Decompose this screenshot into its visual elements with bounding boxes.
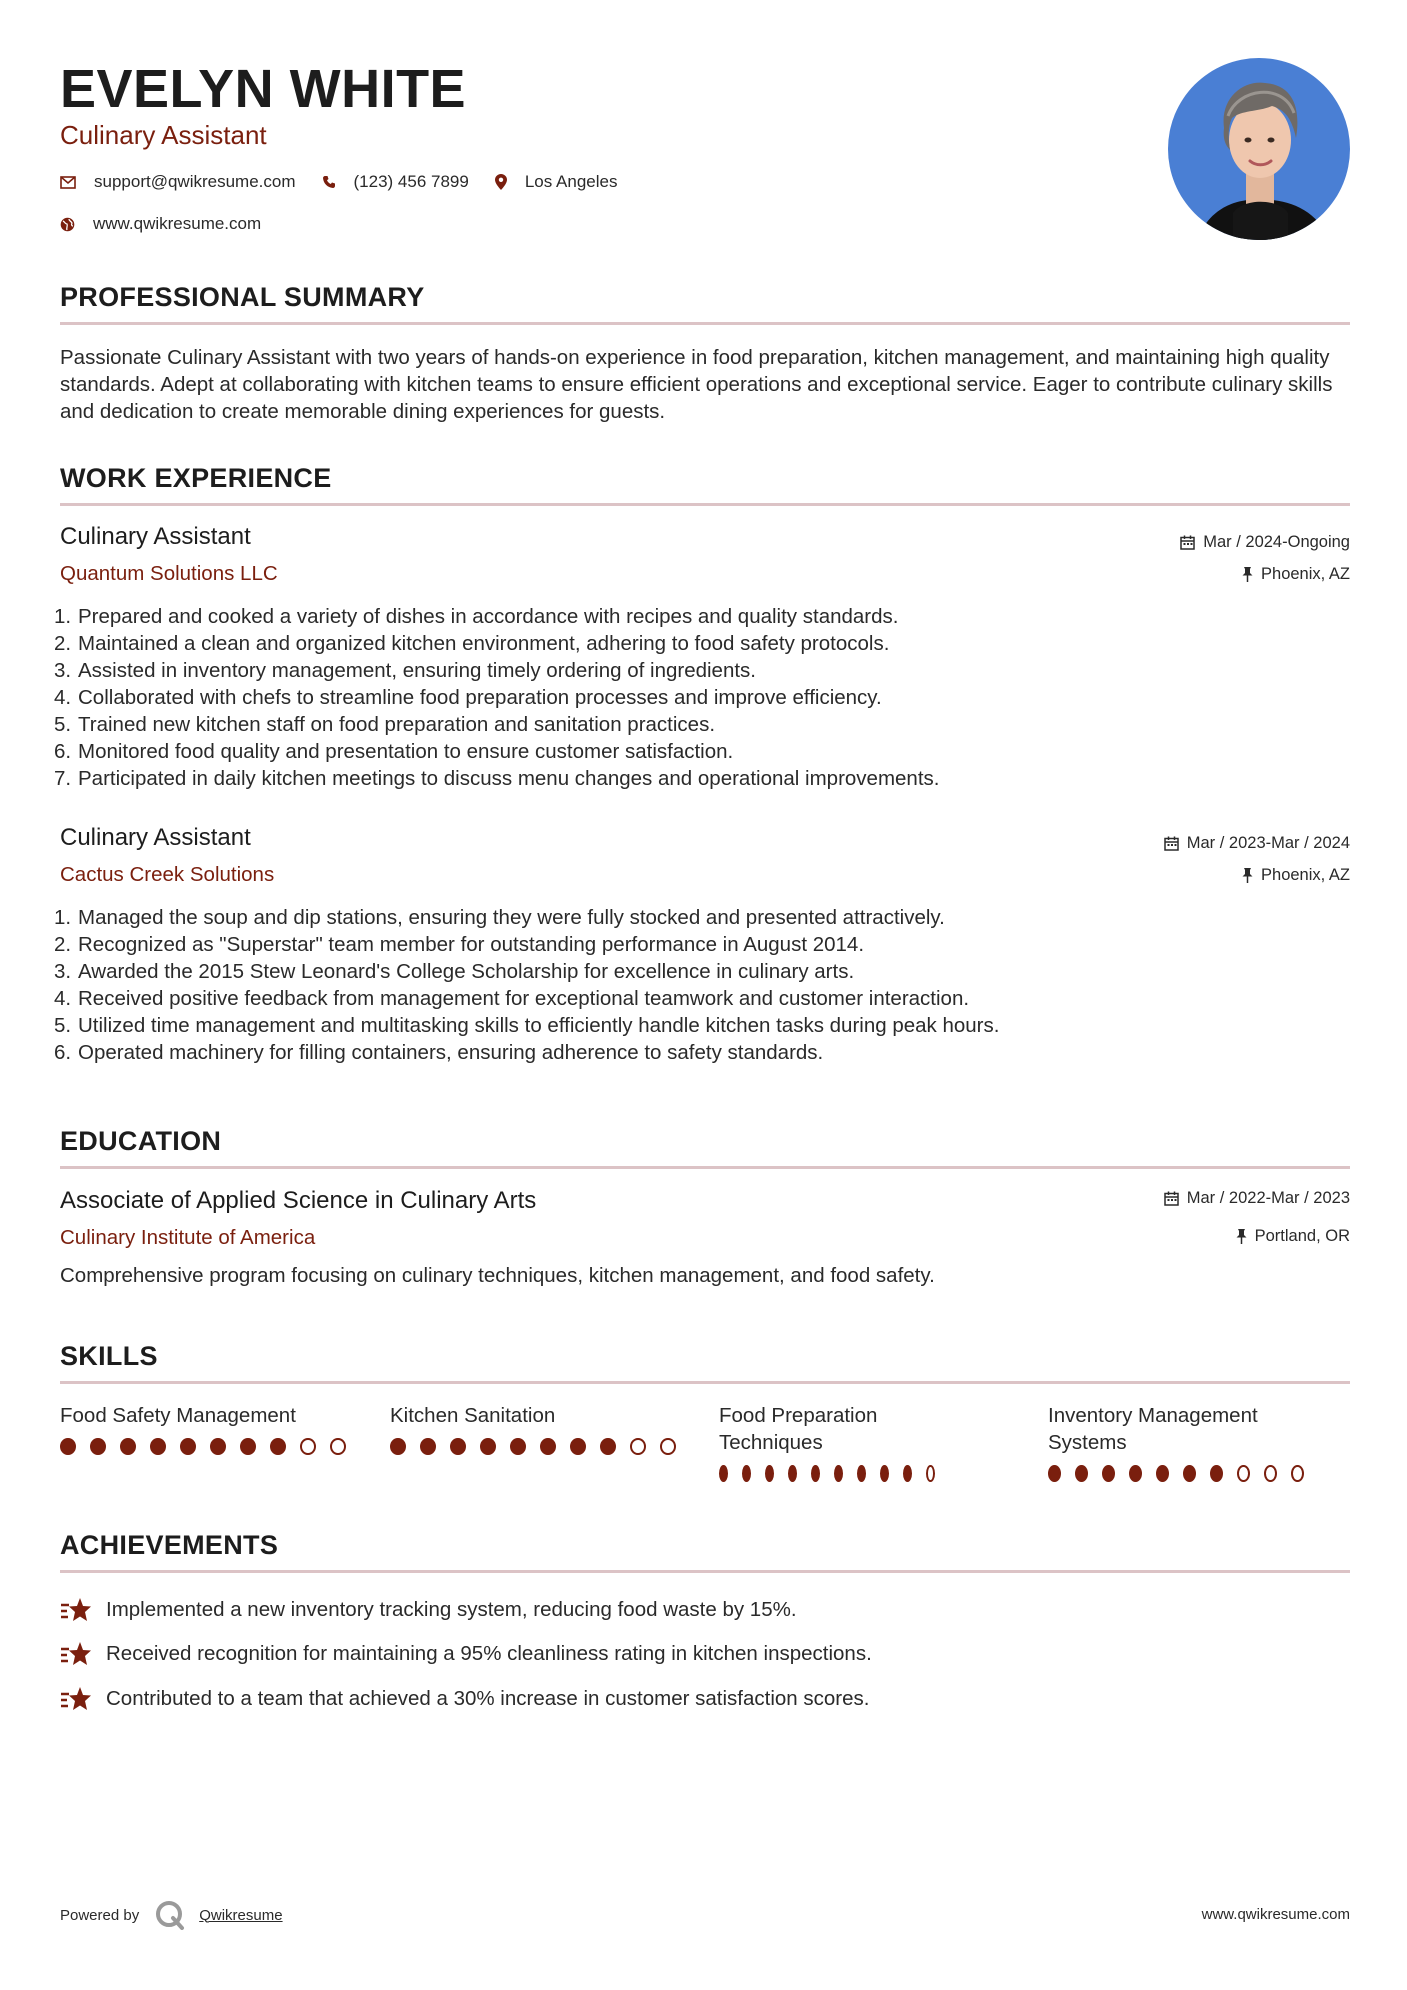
email-text: support@qwikresume.com xyxy=(94,172,296,191)
skill-rating xyxy=(390,1438,690,1455)
website-text: www.qwikresume.com xyxy=(93,214,262,233)
bullet-text: Prepared and cooked a variety of dishes in accordance with recipes and quality standards. xyxy=(78,605,899,628)
job-bullet xyxy=(54,630,1344,657)
contact-website[interactable] xyxy=(60,214,261,234)
job-bullet xyxy=(54,657,1344,684)
divider xyxy=(60,322,1350,325)
rating-dot-empty xyxy=(1264,1465,1277,1482)
achievement-item xyxy=(60,1597,797,1623)
education-location-text: Portland, OR xyxy=(1254,1227,1350,1245)
bullet-text: Assisted in inventory management, ensuring timely ordering of ingredients. xyxy=(78,659,756,682)
envelope-icon xyxy=(60,176,76,189)
skill-rating xyxy=(1048,1465,1318,1482)
bullet-number: 6. xyxy=(54,1041,72,1064)
divider xyxy=(60,503,1350,506)
candidate-role: Culinary Assistant xyxy=(60,120,267,150)
rating-dot-filled xyxy=(210,1438,226,1455)
star-award-icon xyxy=(60,1641,92,1667)
bullet-number: 1. xyxy=(54,605,72,628)
bullet-text: Maintained a clean and organized kitchen environment, adhering to food safety protocols. xyxy=(78,632,890,655)
bullet-number: 3. xyxy=(54,960,72,983)
rating-dot-filled xyxy=(719,1465,728,1482)
summary-text: Passionate Culinary Assistant with two years of hands-on experience in food preparation, kitchen management, and maintaining high quality standards. Adept at collaborating with kitchen teams to ensure efficient operations and exceptional service. Eager to contribute culinary skills and dedication to create memorable dining experiences for guests. xyxy=(60,346,1333,423)
bullet-number: 2. xyxy=(54,632,72,655)
rating-dot-filled xyxy=(1102,1465,1115,1482)
candidate-name: EVELYN WHITE xyxy=(60,59,467,119)
job-bullet xyxy=(54,1039,1344,1066)
rating-dot-empty xyxy=(1291,1465,1304,1482)
job-dates-text: Mar / 2023-Mar / 2024 xyxy=(1186,834,1350,852)
achievement-item xyxy=(60,1641,872,1667)
job-bullet xyxy=(54,684,1344,711)
rating-dot-filled xyxy=(1210,1465,1223,1482)
divider xyxy=(60,1166,1350,1169)
job-bullet-list xyxy=(54,904,1344,1066)
bullet-text: Received positive feedback from management for exceptional teamwork and customer interaction. xyxy=(78,987,970,1010)
contact-row-secondary xyxy=(60,214,287,234)
qwikresume-link[interactable]: Qwikresume xyxy=(199,1906,283,1924)
rating-dot-filled xyxy=(480,1438,496,1455)
education-location xyxy=(1236,1227,1350,1246)
rating-dot-filled xyxy=(765,1465,774,1482)
location-text: Los Angeles xyxy=(524,172,618,191)
rating-dot-empty xyxy=(300,1438,316,1455)
profile-photo xyxy=(1168,58,1350,240)
education-dates-text: Mar / 2022-Mar / 2023 xyxy=(1186,1189,1350,1207)
rating-dot-filled xyxy=(270,1438,286,1455)
bullet-text: Managed the soup and dip stations, ensuring they were fully stocked and presented attractively. xyxy=(78,906,945,929)
rating-dot-empty xyxy=(660,1438,676,1455)
bullet-text: Trained new kitchen staff on food preparation and sanitation practices. xyxy=(78,713,716,736)
section-title-experience: WORK EXPERIENCE xyxy=(60,463,332,493)
bullet-number: 6. xyxy=(54,740,72,763)
rating-dot-filled xyxy=(420,1438,436,1455)
job-bullet xyxy=(54,603,1344,630)
skill-label: Food Preparation Techniques xyxy=(719,1404,878,1454)
rating-dot-filled xyxy=(1075,1465,1088,1482)
skill-rating xyxy=(60,1438,360,1455)
rating-dot-filled xyxy=(903,1465,912,1482)
rating-dot-filled xyxy=(120,1438,136,1455)
bullet-number: 5. xyxy=(54,713,72,736)
star-award-icon xyxy=(60,1686,92,1712)
divider xyxy=(60,1570,1350,1573)
contact-row-primary xyxy=(60,172,643,192)
section-title-skills: SKILLS xyxy=(60,1341,158,1371)
job-company: Cactus Creek Solutions xyxy=(60,863,275,886)
rating-dot-filled xyxy=(240,1438,256,1455)
degree-title: Associate of Applied Science in Culinary Arts xyxy=(60,1187,537,1214)
rating-dot-filled xyxy=(600,1438,616,1455)
rating-dot-filled xyxy=(880,1465,889,1482)
rating-dot-filled xyxy=(857,1465,866,1482)
rating-dot-filled xyxy=(540,1438,556,1455)
rating-dot-filled xyxy=(510,1438,526,1455)
map-pin-icon xyxy=(495,174,507,190)
divider xyxy=(60,1381,1350,1384)
job-dates-text: Mar / 2024-Ongoing xyxy=(1203,533,1350,551)
bullet-text: Participated in daily kitchen meetings to discuss menu changes and operational improvements. xyxy=(78,767,940,790)
rating-dot-filled xyxy=(1129,1465,1142,1482)
rating-dot-filled xyxy=(390,1438,406,1455)
job-title: Culinary Assistant xyxy=(60,523,251,550)
section-title-achievements: ACHIEVEMENTS xyxy=(60,1530,279,1560)
skill-label: Food Safety Management xyxy=(60,1404,296,1427)
skill-label: Inventory Management Systems xyxy=(1048,1404,1258,1454)
section-title-summary: PROFESSIONAL SUMMARY xyxy=(60,282,425,312)
pushpin-icon xyxy=(1236,1229,1247,1244)
school-name: Culinary Institute of America xyxy=(60,1226,316,1249)
job-bullet xyxy=(54,904,1344,931)
bullet-number: 3. xyxy=(54,659,72,682)
rating-dot-empty xyxy=(926,1465,935,1482)
globe-icon xyxy=(60,217,75,232)
rating-dot-filled xyxy=(834,1465,843,1482)
education-dates xyxy=(1164,1189,1350,1208)
footer-powered-by xyxy=(60,1900,283,1930)
skill-item xyxy=(1048,1402,1318,1482)
skill-item xyxy=(60,1402,360,1455)
job-bullet-list xyxy=(54,603,1344,792)
bullet-number: 2. xyxy=(54,933,72,956)
skill-label: Kitchen Sanitation xyxy=(390,1404,556,1427)
rating-dot-filled xyxy=(570,1438,586,1455)
rating-dot-filled xyxy=(1183,1465,1196,1482)
rating-dot-filled xyxy=(180,1438,196,1455)
job-bullet xyxy=(54,931,1344,958)
bullet-text: Recognized as "Superstar" team member for outstanding performance in August 2014. xyxy=(78,933,865,956)
bullet-number: 1. xyxy=(54,906,72,929)
contact-location xyxy=(495,172,618,192)
bullet-number: 7. xyxy=(54,767,72,790)
rating-dot-filled xyxy=(811,1465,820,1482)
contact-phone[interactable] xyxy=(322,172,469,192)
rating-dot-empty xyxy=(1237,1465,1250,1482)
rating-dot-filled xyxy=(1156,1465,1169,1482)
bullet-number: 4. xyxy=(54,686,72,709)
phone-icon xyxy=(322,175,336,189)
skill-item xyxy=(719,1402,949,1482)
achievement-text: Implemented a new inventory tracking system, reducing food waste by 15%. xyxy=(106,1598,797,1621)
achievement-item xyxy=(60,1686,869,1712)
pushpin-icon xyxy=(1242,868,1253,883)
star-award-icon xyxy=(60,1597,92,1623)
footer-website[interactable]: www.qwikresume.com xyxy=(1201,1906,1350,1923)
job-bullet xyxy=(54,765,1344,792)
job-location xyxy=(1242,866,1350,885)
bullet-text: Collaborated with chefs to streamline food preparation processes and improve efficiency. xyxy=(78,686,882,709)
rating-dot-filled xyxy=(90,1438,106,1455)
rating-dot-filled xyxy=(60,1438,76,1455)
job-company: Quantum Solutions LLC xyxy=(60,562,278,585)
achievement-text: Contributed to a team that achieved a 30% increase in customer satisfaction scores. xyxy=(106,1687,870,1710)
bullet-text: Awarded the 2015 Stew Leonard's College Scholarship for excellence in culinary arts. xyxy=(78,960,855,983)
pushpin-icon xyxy=(1242,567,1253,582)
bullet-number: 4. xyxy=(54,987,72,1010)
job-bullet xyxy=(54,1012,1344,1039)
job-bullet xyxy=(54,985,1344,1012)
calendar-icon xyxy=(1164,836,1179,851)
achievement-text: Received recognition for maintaining a 95% cleanliness rating in kitchen inspections. xyxy=(106,1642,872,1665)
qwikresume-logo-icon xyxy=(155,1900,185,1930)
rating-dot-filled xyxy=(150,1438,166,1455)
job-dates xyxy=(1180,533,1350,552)
job-bullet xyxy=(54,711,1344,738)
job-location-text: Phoenix, AZ xyxy=(1261,565,1350,583)
bullet-text: Utilized time management and multitasking skills to efficiently handle kitchen tasks during peak hours. xyxy=(78,1014,1000,1037)
rating-dot-filled xyxy=(788,1465,797,1482)
rating-dot-filled xyxy=(742,1465,751,1482)
contact-email[interactable] xyxy=(60,172,296,192)
rating-dot-filled xyxy=(1048,1465,1061,1482)
calendar-icon xyxy=(1180,535,1195,550)
job-bullet xyxy=(54,958,1344,985)
skill-item xyxy=(390,1402,690,1455)
bullet-text: Monitored food quality and presentation to ensure customer satisfaction. xyxy=(78,740,734,763)
job-bullet xyxy=(54,738,1344,765)
powered-by-text: Powered by xyxy=(60,1906,140,1924)
job-title: Culinary Assistant xyxy=(60,824,251,851)
calendar-icon xyxy=(1164,1191,1179,1206)
skill-rating xyxy=(719,1465,949,1482)
bullet-number: 5. xyxy=(54,1014,72,1037)
rating-dot-filled xyxy=(450,1438,466,1455)
phone-text: (123) 456 7899 xyxy=(353,172,469,191)
job-location-text: Phoenix, AZ xyxy=(1261,866,1350,884)
job-dates xyxy=(1164,834,1350,853)
section-title-education: EDUCATION xyxy=(60,1126,222,1156)
rating-dot-empty xyxy=(630,1438,646,1455)
job-location xyxy=(1242,565,1350,584)
education-description: Comprehensive program focusing on culinary techniques, kitchen management, and food safety. xyxy=(60,1264,935,1287)
bullet-text: Operated machinery for filling containers, ensuring adherence to safety standards. xyxy=(78,1041,824,1064)
rating-dot-empty xyxy=(330,1438,346,1455)
